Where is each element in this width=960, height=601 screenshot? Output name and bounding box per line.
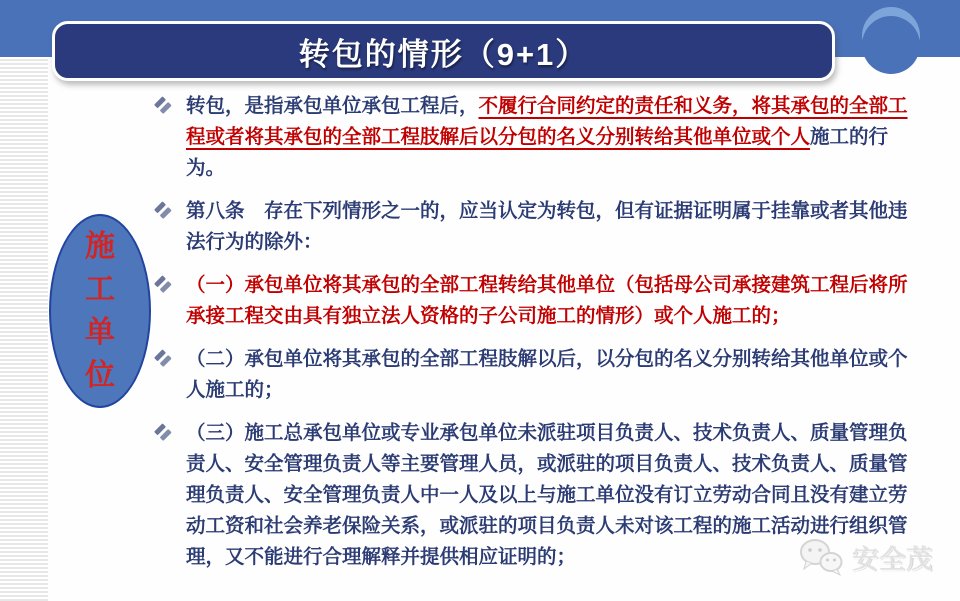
bullet-text	[186, 348, 908, 401]
text-segment: 不履行合同约定的责任和义务，将其承包的全部工程或者将其承包的全部工程肢解后以分包的名义分别转给其他单位或个人	[186, 95, 908, 148]
page-title: 转包的情形（9+1）	[298, 36, 589, 72]
bullet-item	[152, 344, 909, 406]
ellipse-label	[85, 229, 115, 392]
ellipse-label-char: 位	[85, 358, 115, 392]
diamond-bullet-icon	[150, 346, 174, 370]
bullet-text	[186, 95, 908, 179]
crescent-icon-inner	[862, 16, 920, 74]
title-bar	[52, 21, 835, 81]
bullet-item	[152, 418, 909, 573]
ellipse-label-char: 单	[85, 315, 115, 349]
text-segment: 第八条 存在下列情形之一的，应当认定为转包，但有证据证明属于挂靠或者其他违法行为的除外：	[186, 200, 908, 253]
text-segment: （三）施工总承包单位或专业承包单位未派驻项目负责人、技术负责人、质量管理负责人、安全管理负责人等主要管理人员，或派驻的项目负责人、技术负责人、质量管理负责人、安全管理负责人中一人及以上与施工单位没有订立劳动合同且没有建立劳动工资和社会养老保险关系，或派驻的项目负责人未对该工程的施工活动进行组织管理，又不能进行合理解释并提供相应证明的；	[186, 422, 908, 568]
bullet-text	[186, 274, 908, 327]
watermark-text: 安全茂	[852, 543, 934, 574]
diamond-bullet-icon	[150, 93, 174, 117]
ellipse-label-char: 工	[85, 272, 115, 306]
wechat-logo-icon	[798, 538, 844, 576]
diamond-bullet-icon	[150, 420, 174, 444]
diamond-bullet-icon	[150, 198, 174, 222]
ellipse-label-char: 施	[85, 229, 115, 263]
text-segment: （一）承包单位将其承包的全部工程转给其他单位（包括母公司承接建筑工程后将所承接工程交由具有独立法人资格的子公司施工的情形）或个人施工的；	[186, 274, 908, 327]
bullet-item	[152, 91, 909, 184]
watermark	[798, 538, 933, 576]
bullet-item	[152, 196, 909, 258]
bullet-text	[186, 200, 908, 253]
bullet-list	[152, 91, 909, 585]
text-segment: 施工的行为。	[186, 126, 889, 179]
striped-sidebar	[0, 57, 48, 601]
construction-unit-ellipse	[49, 214, 151, 408]
text-segment: （二）承包单位将其承包的全部工程肢解以后，以分包的名义分别转给其他单位或个人施工的；	[186, 348, 908, 401]
diamond-bullet-icon	[150, 272, 174, 296]
bullet-item	[152, 270, 909, 332]
text-segment: 转包，是指承包单位承包工程后，	[186, 95, 479, 117]
